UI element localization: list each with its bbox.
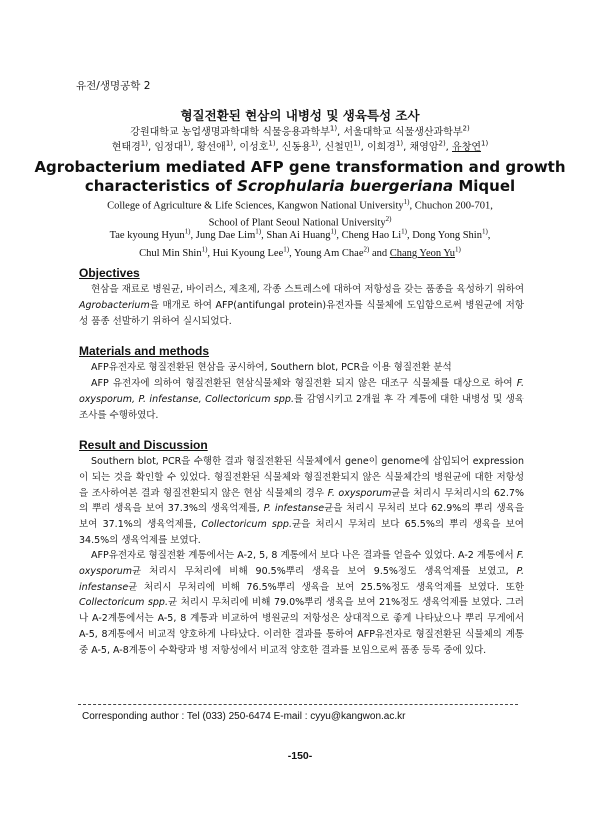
- author: Jung Dae Lim$^{1)}$,: [195, 227, 267, 241]
- korean-author-list: [0, 138, 600, 153]
- results-heading: Result and Discussion: [79, 438, 208, 452]
- author: 신철민$^{1)}$,: [324, 139, 367, 153]
- author: Hui Kyoung Lee$^{1)}$,: [212, 245, 294, 259]
- author: Young Am Chae$^{2)}$ and: [293, 245, 390, 259]
- english-authors-line2: [0, 243, 600, 262]
- author: Shan Ai Huang$^{1)}$,: [266, 227, 342, 241]
- methods-heading: Materials and methods: [79, 344, 210, 358]
- corresponding-author: Chang Yeon Yu$^{1)}$: [389, 245, 461, 259]
- author: 임정대$^{1)}$,: [154, 139, 197, 153]
- affiliation-marker: 1): [329, 124, 338, 133]
- results-paragraph-2: AFP유전자로 형질전환 계통에서는 A-2, 5, 8 계통에서 보다 나은 결과를 얻을수 있었다. A-2 계통에서 F. oxysporum균 처리시 무처리에 비해 90.5%뿌리 생육을 보여 9.5%정도 생육억제를 보였고, P. infestanse균 처리시 무처리에 비해 76.5%뿌리 생육을 보여 25.5%정도 생육억제를 보였다. 또한 Collectoricum spp.균 처리시 무처리에 비해 79.0%뿌리 생육을 보여 21%정도 생육억제를 보였다. 그러나 A-2계통에서는 A-5, 8 계통과 비교하여 병원균의 저항성은 상대적으로 좋게 나타났으나 뿌리 무게에서 A-5, 8계통에서 비교적 양호하게 나타났다. 이러한 결과를 통하여 AFP유전자로 형질전환된 식물체의 계통 중 A-5, A-8계통이 수확량과 병 저항성에서 비교적 양호한 결과를 보임으로써 품종 등록 중에 있다.: [79, 550, 524, 656]
- author: 신동용$^{1)}$,: [281, 139, 325, 153]
- results-paragraph-1: Southern blot, PCR을 수행한 결과 형질전환된 식물체에서 gene이 genome에 삽입되어 expression이 되는 것을 확인할 수 있었다. 형질전환된 식물체와 형질전환되지 않은 식물체간의 병원균에 대한 저항성을 조사하여본 결과 형질전환되지 않은 현삼 식물체의 경우 F. oxysporum균을 처리시 무처리시의 62.7%의 뿌리 생육을 보여 37.3%의 생육억제를, P. infestanse균을 처리시 무처리 보다 62.9%의 뿌리 생육을 보여 37.1%의 생육억제를, Collectoricum spp.균을 처리시 무처리 보다 65.5%의 뿌리 생육을 보여 34.5%의 생육억제를 보였다.: [79, 456, 525, 546]
- korean-affiliation-b: , 서울대학교 식물생산과학부: [337, 127, 463, 138]
- methods-paragraph-2: AFP 유전자에 의하여 형질전환된 현삼식물체와 형질전환 되지 않은 대조구 식물체를 대상으로 하여 F. oxysporum, P. infestanse, Collectoricum spp.를 감염시키고 2개월 후 각 계통에 대한 내병성 및 생육조사를 수행하였다.: [79, 378, 524, 421]
- korean-affiliation: [0, 123, 600, 138]
- footnote-divider: [78, 704, 518, 705]
- korean-title: 형질전환된 현삼의 내병성 및 생육특성 조사: [180, 108, 420, 123]
- objectives-heading: Objectives: [79, 266, 140, 280]
- english-affiliation-line1: College of Agriculture & Life Sciences, Kangwon National University$^{1)}$, Chuchon 200-701,: [107, 198, 493, 212]
- corresponding-author-note: Corresponding author : Tel (033) 250-6474 E-mail : cyyu@kangwon.ac.kr: [82, 711, 406, 722]
- author: 이희경$^{1)}$,: [366, 139, 410, 153]
- author: 현태경$^{1)}$,: [111, 139, 155, 153]
- english-author-list: [0, 224, 600, 261]
- author: Chul Min Shin$^{1)}$,: [139, 245, 213, 259]
- section-tag: 유전/생명공학 2: [76, 80, 151, 92]
- species-name: Scrophularia buergeriana: [237, 177, 454, 195]
- english-title-line1: Agrobacterium mediated AFP gene transformation and growth: [34, 158, 566, 176]
- author: 이성호$^{1)}$,: [239, 139, 282, 153]
- author: 황선애$^{1)}$,: [196, 139, 240, 153]
- page-number: -150-: [287, 750, 313, 762]
- english-title: [0, 158, 600, 196]
- english-authors-line1: [0, 224, 600, 243]
- affiliation-marker: 2): [462, 124, 470, 133]
- objectives-text: 현삼을 재료로 병원균, 바이러스, 제초제, 각종 스트레스에 대하여 저항성을 갖는 품종을 육성하기 위하여 Agrobacterium을 매개로 하여 AFP(antifungal protein)유전자를 식물체에 도입함으로써 병원균에 저항성 품종 선발하기 위하여 실시되었다.: [79, 284, 524, 327]
- author: Cheng Hao Li$^{1)}$,: [341, 227, 413, 241]
- author: Tae kyoung Hyun$^{1)}$,: [109, 227, 196, 241]
- english-title-line2: characteristics of Scrophularia buergeriana Miquel: [84, 177, 516, 195]
- author: 채영암$^{2)}$,: [409, 139, 453, 153]
- english-affiliation-line2: School of Plant Seoul National University$^{2)}$: [208, 214, 392, 228]
- corresponding-author: 유창연$^{1)}$: [452, 139, 489, 153]
- methods-paragraph-1: AFP유전자로 형질전환된 현삼을 공시하여, Southern blot, PCR을 이용 형질전환 분석: [91, 362, 452, 373]
- korean-affiliation-a: 강원대학교 농업생명과학대학 식물응용과학부: [130, 127, 330, 138]
- author: Dong Yong Shin$^{1)}$,: [412, 227, 491, 241]
